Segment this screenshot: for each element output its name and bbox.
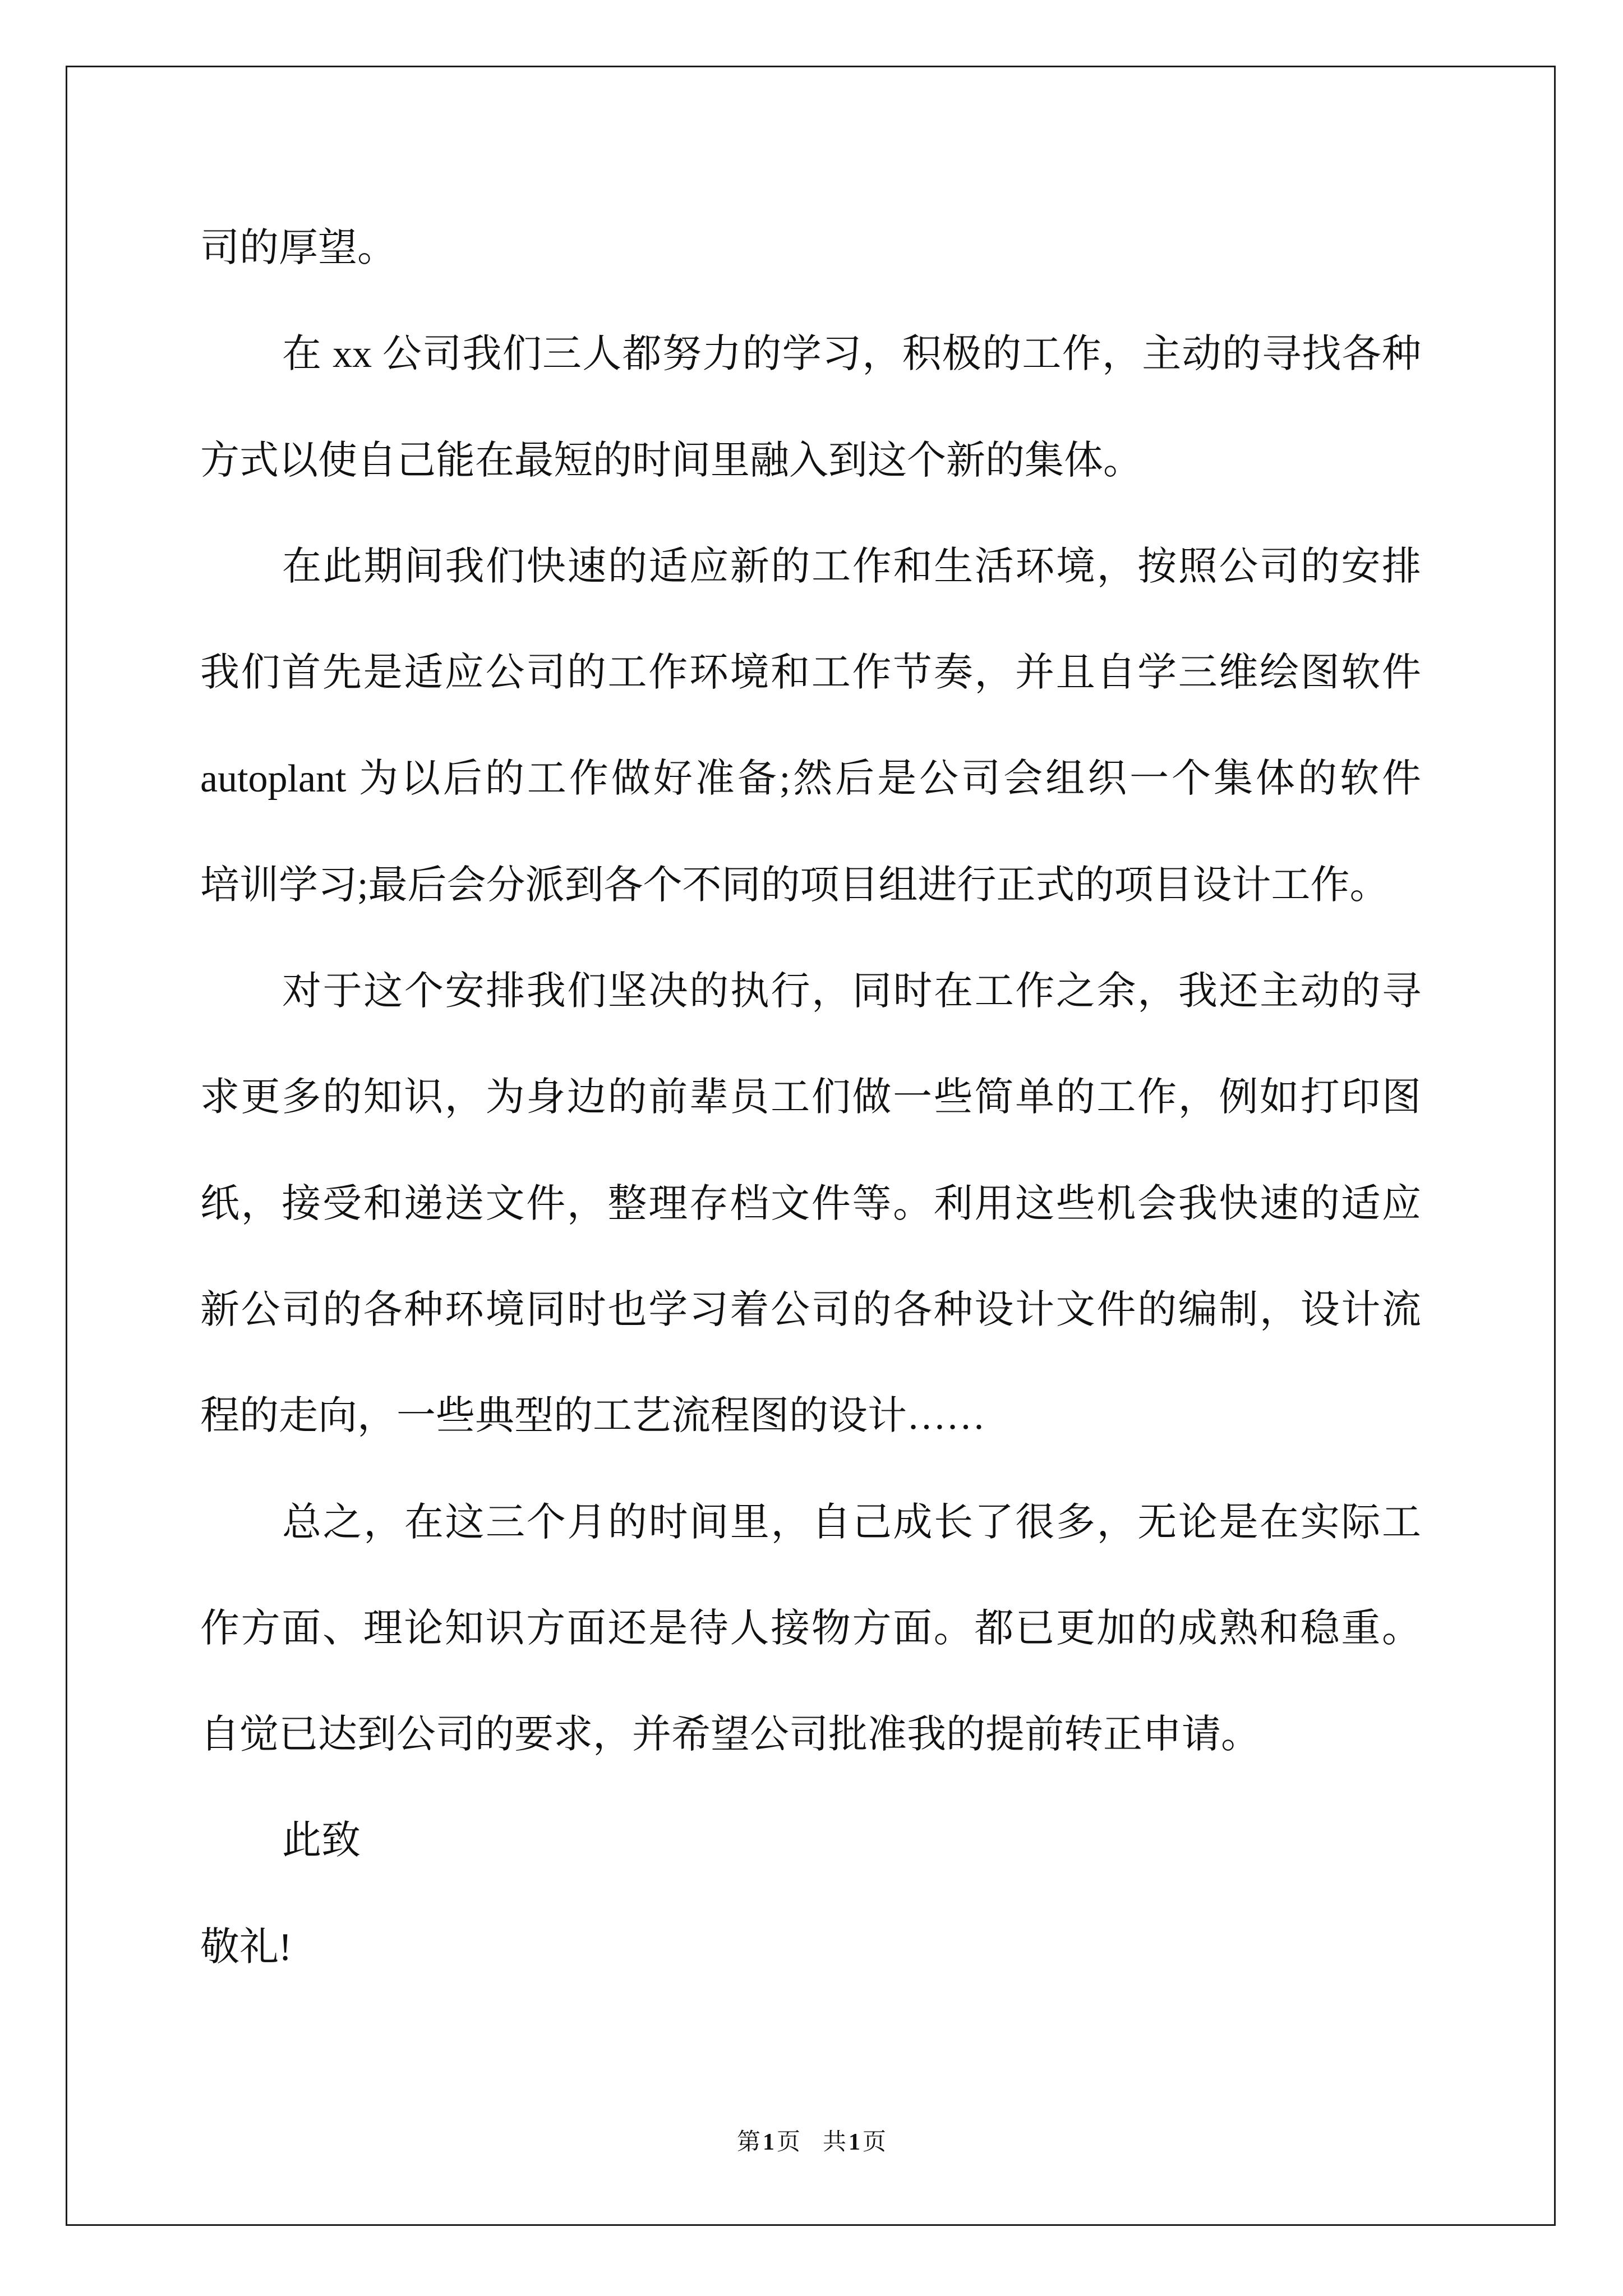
closing-regards: 敬礼! — [200, 1925, 292, 1969]
page-suffix: 页 — [776, 2129, 800, 2155]
body-text-line: 在此期间我们快速的适应新的工作和生活环境，按照公司的安排 — [282, 545, 1421, 588]
closing-salutation: 此致 — [282, 1819, 361, 1863]
total-suffix: 页 — [863, 2129, 887, 2155]
body-text-line: 程的走向，一些典型的工艺流程图的设计…… — [200, 1395, 985, 1438]
body-text-line: 自觉已达到公司的要求，并希望公司批准我的提前转正申请。 — [200, 1713, 1260, 1757]
body-text-line: 我们首先是适应公司的工作环境和工作节奏，并且自学三维绘图软件 — [200, 651, 1421, 695]
body-text-line: autoplant 为以后的工作做好准备;然后是公司会组织一个集体的软件 — [200, 757, 1421, 801]
body-text-line: 方式以使自己能在最短的时间里融入到这个新的集体。 — [200, 439, 1142, 482]
page-number: 1 — [762, 2129, 774, 2155]
body-text-line: 培训学习;最后会分派到各个不同的项目组进行正式的项目设计工作。 — [200, 863, 1389, 907]
page-prefix: 第 — [736, 2129, 760, 2155]
body-text-line: 求更多的知识，为身边的前辈员工们做一些简单的工作，例如打印图 — [200, 1076, 1421, 1120]
page-footer — [0, 2125, 1623, 2159]
total-pages-label — [823, 2129, 886, 2155]
body-text-line: 总之，在这三个月的时间里，自己成长了很多，无论是在实际工 — [282, 1501, 1421, 1544]
body-text-line: 新公司的各种环境同时也学习着公司的各种设计文件的编制，设计流 — [200, 1288, 1421, 1332]
total-prefix: 共 — [823, 2129, 847, 2155]
body-text-line: 纸，接受和递送文件，整理存档文件等。利用这些机会我快速的适应 — [200, 1182, 1421, 1226]
document-body — [200, 195, 1421, 2000]
body-text-line: 司的厚望。 — [200, 227, 396, 270]
body-text-line: 作方面、理论知识方面还是待人接物方面。都已更加的成熟和稳重。 — [200, 1607, 1421, 1650]
total-pages: 1 — [849, 2129, 861, 2155]
body-text-line: 对于这个安排我们坚决的执行，同时在工作之余，我还主动的寻 — [282, 970, 1421, 1014]
body-text-line: 在 xx 公司我们三人都努力的学习，积极的工作，主动的寻找各种 — [282, 333, 1421, 376]
current-page-label — [737, 2129, 800, 2155]
